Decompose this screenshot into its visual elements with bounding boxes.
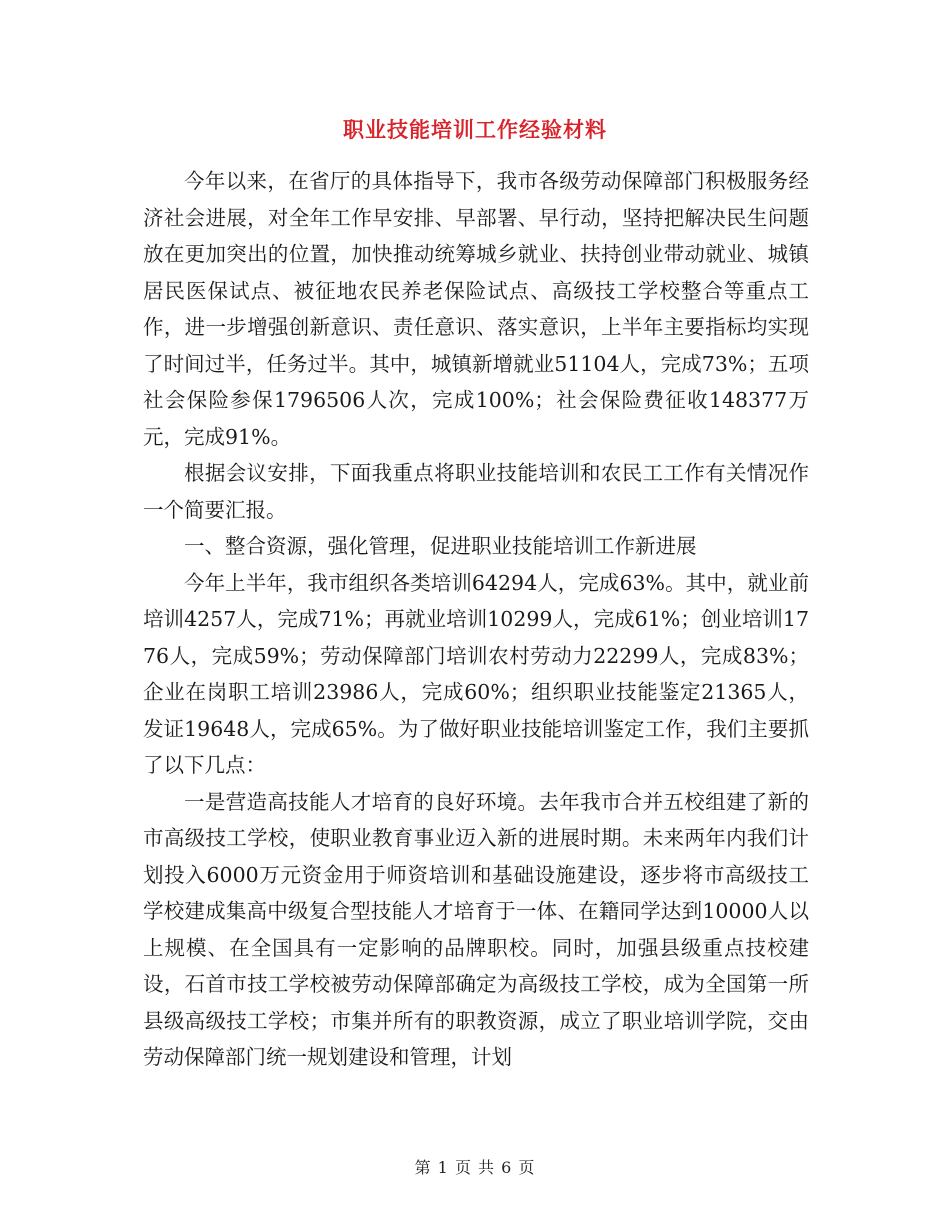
section-heading-1: 一、整合资源，强化管理，促进职业技能培训工作新进展 <box>184 534 697 558</box>
paragraph-report-note: 根据会议安排，下面我重点将职业技能培训和农民工工作有关情况作一个简要汇报。 <box>143 461 809 522</box>
paragraph-training-stats: 今年上半年，我市组织各类培训64294人，完成63%。其中，就业前培训4257人，完成71%；再就业培训10299人，完成61%；创业培训1776人，完成59%；劳动保障部门培训农村劳动力22299人，完成83%；企业在岗职工培训23986人，完成60%；组织职业技能鉴定21365人，发证19648人，完成65%。为了做好职业技能培训鉴定工作，我们主要抓了以下几点： <box>143 570 809 777</box>
page-number: 第 1 页 共 6 页 <box>414 1158 536 1177</box>
paragraph-intro: 今年以来，在省厅的具体指导下，我市各级劳动保障部门积极服务经济社会进展，对全年工作早安排、早部署、早行动，坚持把解决民生问题放在更加突出的位置，加快推动统筹城乡就业、扶持创业带动就业、城镇居民医保试点、被征地农民养老保险试点、高级技工学校整合等重点工作，进一步增强创新意识、责任意识、落实意识，上半年主要指标均实现了时间过半，任务过半。其中，城镇新增就业51104人，完成73%；五项社会保险参保1796506人次，完成100%；社会保险费征收148377万元，完成91%。 <box>143 169 809 449</box>
document-body <box>143 163 809 1076</box>
document-title: 职业技能培训工作经验材料 <box>343 118 607 142</box>
paragraph-point-one: 一是营造高技能人才培育的良好环境。去年我市合并五校组建了新的市高级技工学校，使职业教育事业迈入新的进展时期。未来两年内我们计划投入6000万元资金用于师资培训和基础设施建设，逐步将市高级技工学校建成集高中级复合型技能人才培育于一体、在籍同学达到10000人以上规模、在全国具有一定影响的品牌职校。同时，加强县级重点技校建设，石首市技工学校被劳动保障部确定为高级技工学校，成为全国第一所县级高级技工学校；市集并所有的职教资源，成立了职业培训学院，交由劳动保障部门统一规划建设和管理，计划 <box>143 789 809 1069</box>
